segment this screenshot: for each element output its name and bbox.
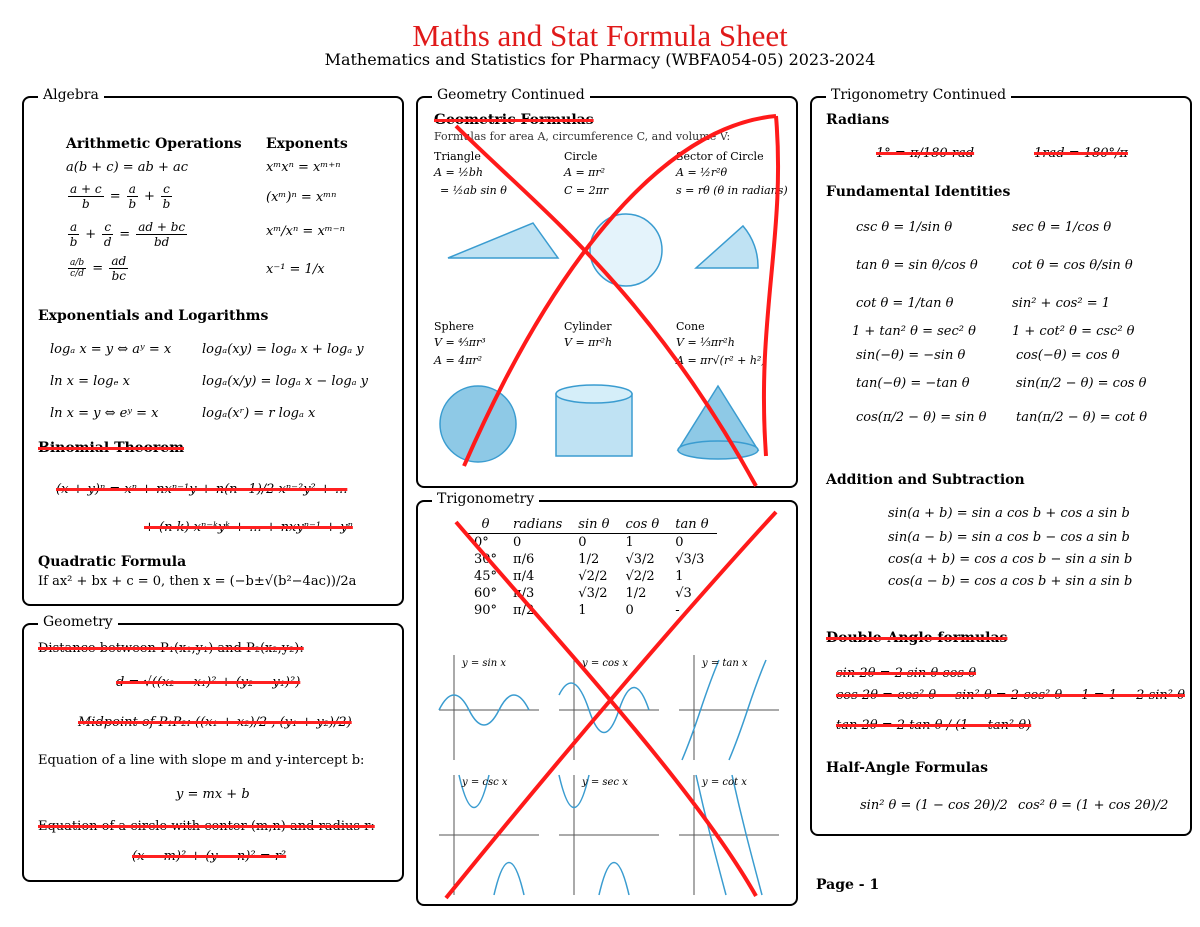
- th-theta: θ: [466, 516, 505, 534]
- sector-diagram: [696, 226, 758, 268]
- sheet-subtitle: Mathematics and Statistics for Pharmacy (WBFA054-05) 2023-2024: [324, 50, 876, 69]
- quadratic-heading: Quadratic Formula: [38, 554, 187, 570]
- midpoint-formula: Midpoint of P₁P₂: ((x₁ + x₂)/2 , (y₁ + y₂)/2): [78, 715, 352, 730]
- circle-text: Equation of a circle with center (m,n) and radius r:: [38, 819, 375, 834]
- double-2: cos 2θ = cos² θ − sin² θ = 2 cos² θ − 1 = 1 − 2 sin² θ: [836, 688, 1185, 703]
- addsub-1: sin(a + b) = sin a cos b + cos a sin b: [888, 506, 1130, 521]
- explog-6: logₐ(xʳ) = r logₐ x: [202, 406, 316, 421]
- shape-diagrams-bottom: [438, 380, 788, 470]
- explog-1: logₐ x = y ⇔ aʸ = x: [50, 342, 172, 357]
- table-row: 45° π/4 √2/2 √2/2 1: [474, 569, 684, 584]
- cone-f1: V = ⅓πr²h: [676, 336, 735, 349]
- identity-7: 1 + tan² θ = sec² θ: [852, 324, 976, 339]
- trig-graphs: [434, 650, 784, 900]
- arith-frac-div: $\frac{a/b}{c/d}$ = $\frac{ad}{bc}$: [70, 254, 127, 283]
- identity-11: tan(−θ) = −tan θ: [856, 376, 970, 391]
- identity-12: sin(π/2 − θ) = cos θ: [1016, 376, 1147, 391]
- sphere-f2: A = 4πr²: [434, 354, 483, 367]
- arith-frac-sum: $\frac{a}{b}$ + $\frac{c}{d}$ = $\frac{ad + bc}{bd}$: [69, 220, 186, 249]
- addsub-heading: Addition and Subtraction: [826, 472, 1025, 488]
- identity-8: 1 + cot² θ = csc² θ: [1012, 324, 1135, 339]
- trig-continued-box: [810, 87, 1192, 836]
- geometry-continued-label: Geometry Continued: [432, 87, 590, 103]
- trigonometry-box: [416, 491, 798, 906]
- trigonometry-label: Trigonometry: [432, 491, 539, 507]
- circle-name: Circle: [564, 150, 598, 163]
- table-row: 30° π/6 1/2 √3/2 √3/3: [474, 552, 705, 567]
- arith-distributive: a(b + c) = ab + ac: [66, 160, 189, 175]
- table-row: 90° π/2 1 0 -: [474, 603, 680, 618]
- csc-graph: [439, 775, 539, 895]
- table-row: 0° 0 0 1 0: [474, 535, 684, 550]
- th-cos: cos θ: [617, 516, 667, 534]
- radians-2: 1rad = 180°/π: [1034, 146, 1128, 161]
- identity-1: csc θ = 1/sin θ: [856, 220, 953, 235]
- explog-heading: Exponentials and Logarithms: [38, 308, 269, 324]
- radians-heading: Radians: [826, 112, 890, 128]
- cone-name: Cone: [676, 320, 705, 333]
- cot-label: y = cot x: [702, 777, 747, 788]
- cylinder-diagram: [556, 385, 632, 403]
- circle-f2: C = 2πr: [564, 184, 609, 197]
- half-1: sin² θ = (1 − cos 2θ)/2: [860, 798, 1008, 813]
- explog-3: ln x = logₑ x: [50, 374, 130, 389]
- explog-5: ln x = y ⇔ eʸ = x: [50, 406, 159, 421]
- identity-6: sin² + cos² = 1: [1012, 296, 1110, 311]
- identity-2: sec θ = 1/cos θ: [1012, 220, 1112, 235]
- sheet-title: Maths and Stat Formula Sheet: [412, 18, 788, 53]
- cos-graph: [559, 655, 659, 760]
- cos-label: y = cos x: [582, 658, 628, 669]
- binomial-line-2: + (n k) xⁿ⁻ᵏyᵏ + ... + nxyⁿ⁻¹ + yⁿ: [144, 520, 353, 535]
- line-formula: y = mx + b: [176, 787, 250, 802]
- cone-f2: A = πr√(r² + h²): [676, 354, 766, 367]
- arith-frac-add: $\frac{a + c}{b}$ = $\frac{a}{b}$ + $\frac{c}{b}$: [70, 182, 171, 211]
- table-row: 60° π/3 √3/2 1/2 √3: [474, 586, 692, 601]
- identity-10: cos(−θ) = cos θ: [1016, 348, 1120, 363]
- exp-rule-4: x⁻¹ = 1/x: [266, 262, 325, 277]
- cot-graph: [679, 775, 779, 895]
- sec-graph: [559, 775, 659, 895]
- sec-label: y = sec x: [582, 777, 628, 788]
- cylinder-name: Cylinder: [564, 320, 612, 333]
- trig-continued-label: Trigonometry Continued: [826, 87, 1011, 103]
- line-text: Equation of a line with slope m and y-intercept b:: [38, 753, 365, 768]
- circle-f1: A = πr²: [564, 166, 606, 179]
- double-3: tan 2θ = 2 tan θ / (1 − tan² θ): [836, 718, 1032, 733]
- sin-label: y = sin x: [462, 658, 506, 669]
- geometric-intro: Formulas for area A, circumference C, and volume V:: [434, 130, 731, 143]
- exp-rule-1: xᵐxⁿ = xᵐ⁺ⁿ: [266, 160, 341, 175]
- th-tan: tan θ: [667, 516, 716, 534]
- exp-rule-2: (xᵐ)ⁿ = xᵐⁿ: [266, 190, 337, 205]
- tan-label: y = tan x: [702, 658, 748, 669]
- csc-label: y = csc x: [462, 777, 508, 788]
- algebra-label: Algebra: [38, 87, 104, 103]
- triangle-diagram: [448, 223, 558, 258]
- quadratic-formula: If ax² + bx + c = 0, then x = (−b±√(b²−4ac))/2a: [38, 574, 357, 589]
- double-1: sin 2θ = 2 sin θ cos θ: [836, 666, 977, 681]
- page-number: Page - 1: [816, 877, 880, 893]
- sphere-name: Sphere: [434, 320, 474, 333]
- triangle-f1: A = ½bh: [434, 166, 483, 179]
- explog-4: logₐ(x/y) = logₐ x − logₐ y: [202, 374, 369, 389]
- identity-14: tan(π/2 − θ) = cot θ: [1016, 410, 1148, 425]
- identity-9: sin(−θ) = −sin θ: [856, 348, 966, 363]
- addsub-3: cos(a + b) = cos a cos b − sin a sin b: [888, 552, 1133, 567]
- double-heading: Double-Angle formulas: [826, 630, 1008, 646]
- sector-name: Sector of Circle: [676, 150, 764, 163]
- distance-formula: d = √((x₂ − x₁)² + (y₂ − y₁)²): [116, 675, 301, 690]
- sin-graph: [439, 655, 539, 760]
- identity-5: cot θ = 1/tan θ: [856, 296, 954, 311]
- identity-4: cot θ = cos θ/sin θ: [1012, 258, 1133, 273]
- binomial-line-1: (x + y)ⁿ = xⁿ + nxⁿ⁻¹y + n(n−1)/2 xⁿ⁻²y² + ...: [56, 482, 348, 497]
- trig-values-table: [466, 516, 717, 619]
- sector-f2: s = rθ (θ in radians): [676, 184, 788, 197]
- identity-3: tan θ = sin θ/cos θ: [856, 258, 978, 273]
- addsub-2: sin(a − b) = sin a cos b − cos a sin b: [888, 530, 1130, 545]
- th-sin: sin θ: [570, 516, 617, 534]
- shape-diagrams-top: [438, 208, 788, 298]
- explog-2: logₐ(xy) = logₐ x + logₐ y: [202, 342, 364, 357]
- geometric-formulas-heading: Geometric Formulas: [434, 112, 594, 128]
- sphere-diagram: [440, 386, 516, 462]
- geometry-label: Geometry: [38, 614, 118, 630]
- triangle-f2: = ½ab sin θ: [440, 184, 507, 197]
- triangle-name: Triangle: [434, 150, 481, 163]
- circle-formula: (x − m)² + (y − n)² = r²: [132, 849, 287, 864]
- sector-f1: A = ½r²θ: [676, 166, 728, 179]
- cylinder-f1: V = πr²h: [564, 336, 613, 349]
- trig-table-header: [466, 516, 717, 534]
- th-radians: radians: [505, 516, 570, 534]
- tan-graph: [679, 655, 779, 760]
- half-2: cos² θ = (1 + cos 2θ)/2: [1018, 798, 1169, 813]
- arith-heading: Arithmetic Operations: [66, 136, 242, 152]
- half-heading: Half-Angle Formulas: [826, 760, 989, 776]
- geometry-continued-box: [416, 87, 798, 488]
- identity-13: cos(π/2 − θ) = sin θ: [856, 410, 987, 425]
- circle-diagram: [590, 214, 662, 286]
- distance-text: Distance between P₁(x₁,y₁) and P₂(x₂,y₂):: [38, 641, 304, 656]
- geometry-box: [22, 614, 404, 882]
- exp-rule-3: xᵐ/xⁿ = xᵐ⁻ⁿ: [266, 224, 345, 239]
- algebra-box: [22, 87, 404, 606]
- addsub-4: cos(a − b) = cos a cos b + sin a sin b: [888, 574, 1133, 589]
- exp-heading: Exponents: [266, 136, 348, 152]
- sphere-f1: V = ⁴⁄₃πr³: [434, 336, 486, 349]
- radians-1: 1° = π/180 rad: [876, 146, 975, 161]
- fundamental-heading: Fundamental Identities: [826, 184, 1011, 200]
- binomial-heading: Binomial Theorem: [38, 440, 185, 456]
